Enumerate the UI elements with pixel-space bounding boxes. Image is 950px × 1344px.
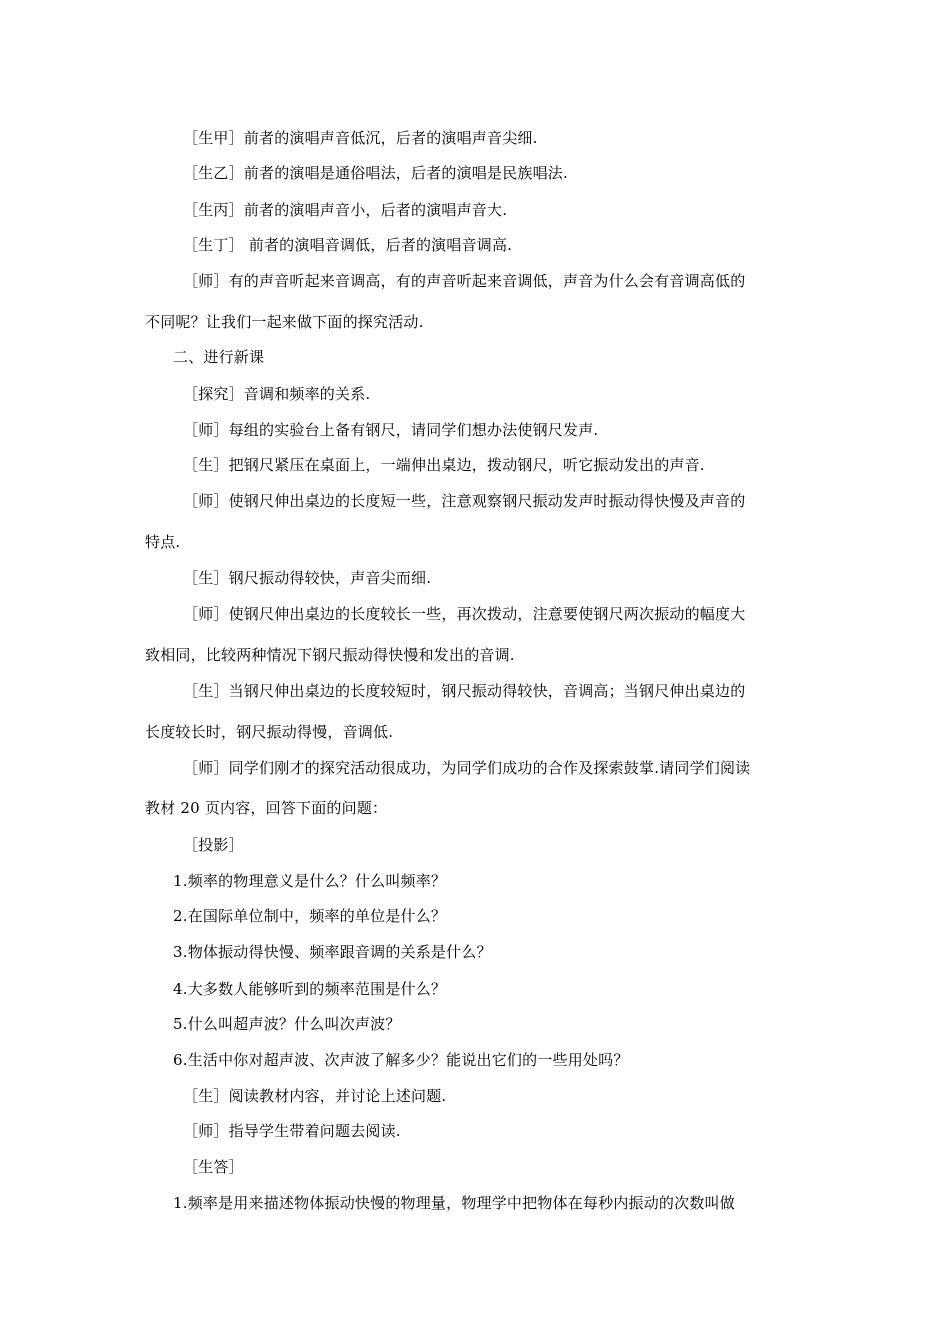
paragraph-line: ［师］同学们刚才的探究活动很成功，为同学们成功的合作及探索鼓掌.请同学们阅读 <box>183 759 751 777</box>
paragraph-line: ［师］有的声音听起来音调高，有的声音听起来音调低，声音为什么会有音调高低的 <box>183 272 746 290</box>
paragraph-line: ［师］每组的实验台上备有钢尺，请同学们想办法使钢尺发声. <box>183 421 599 439</box>
paragraph-line: ［投影］ <box>183 836 244 854</box>
list-item: 5.什么叫超声波？什么叫次声波？ <box>173 1015 401 1033</box>
list-item: 1.频率是用来描述物体振动快慢的物理量，物理学中把物体在每秒内振动的次数叫做 <box>173 1194 735 1212</box>
list-item: 4.大多数人能够听到的频率范围是什么？ <box>173 980 447 998</box>
list-item: 3.物体振动得快慢、频率跟音调的关系是什么？ <box>173 943 492 961</box>
paragraph-line: 致相同，比较两种情况下钢尺振动得快慢和发出的音调. <box>145 646 515 664</box>
paragraph-line: ［生丁］ 前者的演唱音调低，后者的演唱音调高. <box>183 236 513 254</box>
paragraph-line: ［生乙］前者的演唱是通俗唱法，后者的演唱是民族唱法. <box>183 164 568 182</box>
paragraph-line: 教材 20 页内容，回答下面的问题： <box>145 799 388 817</box>
list-item: 6.生活中你对超声波、次声波了解多少？能说出它们的一些用处吗？ <box>173 1051 629 1069</box>
paragraph-line: 长度较长时，钢尺振动得慢，音调低. <box>145 723 394 741</box>
paragraph-line: ［师］指导学生带着问题去阅读. <box>183 1122 401 1140</box>
paragraph-line: ［师］使钢尺伸出桌边的长度短一些，注意观察钢尺振动发声时振动得快慢及声音的 <box>183 492 746 510</box>
paragraph-line: ［生答］ <box>183 1158 244 1176</box>
paragraph-line: ［师］使钢尺伸出桌边的长度较长一些，再次拨动，注意要使钢尺两次振动的幅度大 <box>183 605 746 623</box>
paragraph-line: ［生］当钢尺伸出桌边的长度较短时，钢尺振动得较快，音调高；当钢尺伸出桌边的 <box>183 682 746 700</box>
paragraph-line: ［生］钢尺振动得较快，声音尖而细. <box>183 569 432 587</box>
paragraph-line: ［生丙］前者的演唱声音小，后者的演唱声音大. <box>183 201 508 219</box>
paragraph-line: ［探究］音调和频率的关系. <box>183 385 371 403</box>
paragraph-line: ［生］把钢尺紧压在桌面上，一端伸出桌边，拨动钢尺，听它振动发出的声音. <box>183 456 705 474</box>
list-item: 2.在国际单位制中，频率的单位是什么？ <box>173 907 447 925</box>
paragraph-line: ［生甲］前者的演唱声音低沉，后者的演唱声音尖细. <box>183 129 538 147</box>
list-item: 1.频率的物理意义是什么？什么叫频率？ <box>173 872 447 890</box>
section-heading: 二、进行新课 <box>173 348 265 366</box>
paragraph-line: 不同呢？让我们一起来做下面的探究活动. <box>145 313 424 331</box>
paragraph-line: ［生］阅读教材内容，并讨论上述问题. <box>183 1087 447 1105</box>
paragraph-line: 特点. <box>145 533 181 551</box>
